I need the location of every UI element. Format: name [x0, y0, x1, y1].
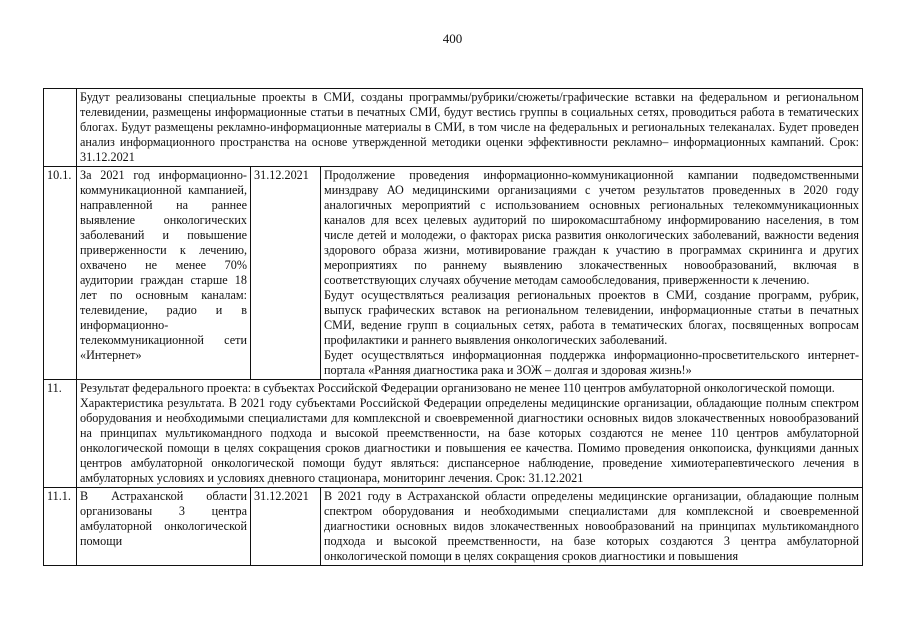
row-10-1-desc-paragraph-3: Будет осуществляться информационная поддержка информационно-просветительского интернет-портала «Ранняя диагностика рака и ЗОЖ – долгая и здоровая жизнь!»: [324, 348, 859, 377]
row-11-number: 11.: [44, 380, 77, 488]
intro-text-cell: [77, 89, 863, 167]
intro-num-cell: [44, 89, 77, 167]
plan-table: [43, 88, 863, 566]
row-10-1-deadline: 31.12.2021: [251, 167, 321, 380]
row-11: [44, 380, 863, 488]
row-11-1-description: В 2021 году в Астраханской области определены медицинские организации, обладающие полным спектром оборудования и необходимыми специалистами для комплексной и своевременной диагностики основных видов злокачественных новообразований на принципах мультикомандного подхода и высокой преемственности, на базе которых создаются 3 центра амбулаторной онкологической помощи в целях сокращения сроков диагностики и повышения: [321, 488, 863, 566]
row-11-result: Результат федерального проекта: в субъектах Российской Федерации организовано не менее 110 центров амбулаторной онкологической помощи.: [80, 381, 835, 395]
row-10-1-desc-paragraph-1: Продолжение проведения информационно-коммуникационной кампании подведомственными минздраву АО медицинскими организациями с учетом результатов проведенных в 2020 году аналогичных мероприятий с использованием основных региональных телекоммуникационных каналов для всех целевых аудиторий по широкомасштабному информированию населения, в том числе детей и молодежи, о факторах риска развития онкологических заболеваний, важности ведения здорового образа жизни, мотивирование граждан к участию в программах скрининга и других мероприятиях по раннему выявлению злокачественных новообразований, включая в соответствующих случаях обучение методам самообследования, приверженности к лечению.: [324, 168, 859, 287]
row-11-1-deadline: 31.12.2021: [251, 488, 321, 566]
row-10-1-description: [321, 167, 863, 380]
intro-row: [44, 89, 863, 167]
intro-text: Будут реализованы специальные проекты в СМИ, созданы программы/рубрики/сюжеты/графические вставки на федеральном и региональном телевидении, размещены информационные статьи в печатных СМИ, будут вестись группы в социальных сетях, проводиться работа в тематических блогах. Будут размещены рекламно-информационные материалы в СМИ, в том числе на федеральных и региональных телеканалах. Будет проведен анализ информационного пространства на основе утвержденной методики оценки эффективности рекламно– информационных кампаний. Срок: 31.12.2021: [80, 90, 859, 164]
row-11-content: [77, 380, 863, 488]
row-10-1-desc-paragraph-2: Будут осуществляться реализация региональных проектов в СМИ, создание программ, рубрик, выпуск графических вставок на региональном телевидении, информационные статьи в печатных СМИ, ведение групп в социальных сетях, работа в тематических блогах, посвященных вопросам профилактики и раннего выявления онкологических заболеваний.: [324, 288, 859, 347]
row-11-characteristic: Характеристика результата. В 2021 году субъектами Российской Федерации определены медицинские организации, обладающие полным спектром оборудования и необходимыми специалистами для комплексной и своевременной диагностики основных видов злокачественных новообразований на принципах мультикомандного подхода и высокой преемственности, на базе которых создаются не менее 110 центров амбулаторной онкологической помощи в целях сокращения сроков диагностики и повышения ее качества. Помимо проведения онкопоиска, функциями данных центров амбулаторной онкологической помощи будут являться: диспансерное наблюдение, проведение химиотерапевтического лечения в амбулаторных условиях и условиях дневного стационара, мониторинг лечения. Срок: 31.12.2021: [80, 396, 859, 485]
row-11-1-number: 11.1.: [44, 488, 77, 566]
row-11-1-task: В Астраханской области организованы 3 центра амбулаторной онкологической помощи: [77, 488, 251, 566]
row-11-1: [44, 488, 863, 566]
row-10-1-task: За 2021 год информационно-коммуникационной кампанией, направленной на раннее выявление онкологических заболеваний и повышение приверженности к лечению, охвачено не менее 70% аудитории граждан старше 18 лет по основным каналам: телевидение, радио и в информационно-телекоммуникационной сети «Интернет»: [77, 167, 251, 380]
page-number: 400: [442, 31, 463, 46]
row-10-1: [44, 167, 863, 380]
row-10-1-number: 10.1.: [44, 167, 77, 380]
